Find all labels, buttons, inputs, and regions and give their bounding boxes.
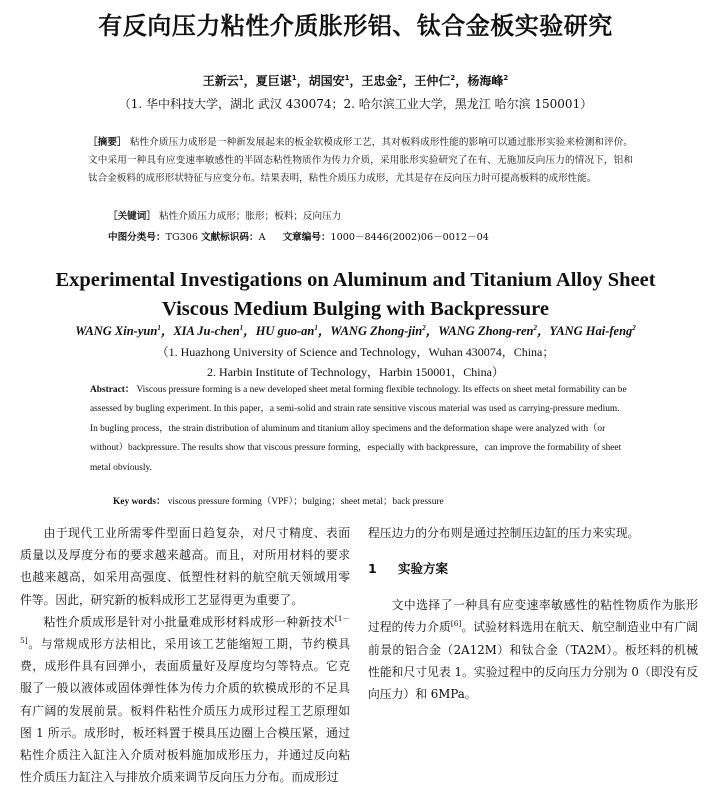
body-paragraph-2-text-a: 粘性介质成形是针对小批量难成形材料成形一种新技术 — [43, 614, 335, 629]
author-en-name: XIA Ju-chen — [173, 324, 240, 338]
author-cn-affiliation-mark: 1 — [238, 74, 244, 82]
author-en-affiliation-mark: 2 — [632, 323, 636, 332]
author-cn-name: 王忠金 — [361, 74, 398, 88]
author-cn-affiliation-mark: 1 — [291, 74, 297, 82]
keywords-label-chinese: ［关键词］ — [108, 211, 156, 222]
affiliation-english-1: （1. Huazhong University of Science and Technology，Wuhan 430074，China； — [156, 345, 555, 359]
abstract-text-english: Viscous pressure forming is a new developed sheet metal forming flexible technology. Its effects on sheet metal formability can be assessed by bugling experiment. In this paper，a semi-solid and strain rate sensitive viscous material was used as carrying-pressure medium. In bugling process，the strain distribution of aluminum and titanium alloy specimens and the deformation shape were analyzed with（or without）backpressure. The results show that viscous pressure forming，especially with backpressure，can improve the formability of sheet metal obviously. — [90, 385, 627, 473]
author-cn-affiliation-mark: 2 — [503, 74, 509, 82]
keywords-label-english: Key words： — [113, 497, 166, 507]
doc-code-value: A — [258, 232, 266, 243]
abstract-text-chinese: 粘性介质压力成形是一种新发展起来的板金软模成形工艺，其对板料成形性能的影响可以通过胀形实验来检测和评价。文中采用一种具有应变速率敏感性的半固态粘性物质作为传力介质，采用胀形实验研究了在有、无施加反向压力的情况下，铝和钛合金板料的成形形状特征与应变分布。结果表明，粘性介质压力成形，尤其是存在反向压力时可提高板料的成形性能。 — [88, 137, 634, 184]
author-cn-affiliation-mark: 2 — [450, 74, 456, 82]
author-cn-name: 夏巨谌 — [255, 74, 292, 88]
body-paragraph-2-continued: 程压边力的分布则是通过控制压边缸的压力来实现。 — [368, 526, 640, 540]
body-paragraph-3-text-a: 文中选择了一种具有应变速率敏感性的粘性物质作为胀形过程的传力介质 — [368, 598, 698, 635]
article-number-label: 文章编号 — [282, 232, 321, 243]
keywords-chinese — [108, 210, 628, 224]
body-paragraph-1: 由于现代工业所需零件型面日趋复杂，对尺寸精度、表面质量以及厚度分布的要求越来越高。而且，对所用材料的要求也越来越高，如采用高强度、低塑性材料的航空航天领域用零件等。因此，研究新的板料成形工艺显得更为重要了。 — [20, 526, 350, 607]
clc-label: 中图分类号 — [108, 232, 156, 243]
paper-title-english-line2: Viscous Medium Bulging with Backpressure — [162, 298, 549, 320]
doc-code-label: 文献标识码 — [201, 232, 249, 243]
author-en-affiliation-mark: 1 — [239, 323, 244, 332]
abstract-label-chinese: ［摘要］ — [88, 137, 127, 148]
section-number: 1 — [368, 561, 377, 577]
author-en-affiliation-mark: 2 — [533, 323, 538, 332]
author-en-name: WANG Zhong-ren — [438, 324, 534, 338]
author-cn-name: 杨海峰 — [467, 74, 504, 88]
author-cn-name: 胡国安 — [308, 74, 345, 88]
keywords-english — [113, 495, 633, 509]
keywords-text-chinese: 粘性介质压力成形；胀形；板料；反向压力 — [159, 211, 342, 222]
paper-title-english — [0, 266, 711, 324]
affiliations-chinese: （1. 华中科技大学，湖北 武汉 430074；2. 哈尔滨工业大学，黑龙江 哈尔滨 150001） — [118, 97, 593, 111]
article-number-value: 1000－8446(2002)06－0012－04 — [330, 232, 489, 243]
body-paragraph-3 — [368, 594, 698, 705]
body-column-left — [20, 522, 350, 788]
citation-6: [6] — [450, 619, 462, 629]
body-paragraph-2-text-b: 。与常规成形方法相比，采用该工艺能缩短工期，节约模具费，成形件具有回弹小，表面质量好及厚度均匀等特点。它克服了一般以液体或固体弹性体为传力介质的软模成形的不足具有广阔的发展前景。板料件粘性介质压力成形过程工艺原理如图 1 所示。成形时，板坯料置于模具压边圈上合模压紧，通过粘性介质注入缸注入介质对板料施加成形压力，并通过反向粘性介质压力缸注入与排放介质来调节反向压力分布。而成形过 — [20, 637, 350, 785]
author-en-affiliation-mark: 1 — [314, 323, 318, 332]
affiliations-english — [0, 342, 711, 382]
body-paragraph-2 — [20, 611, 350, 789]
body-paragraph-3-text-b: 。试验材料选用在航天、航空制造业中有广阔前景的铝合金（2A12M）和钛合金（TA2M）。板坯料的机械性能和尺寸见表 1。实验过程中的反向压力分别为 0（即没有反向压力）和 6MPa。 — [368, 620, 698, 702]
body-column-right — [368, 522, 698, 705]
author-en-affiliation-mark: 1 — [157, 323, 161, 332]
clc-value: TG306 — [165, 232, 198, 243]
abstract-chinese — [88, 134, 633, 188]
section-heading-1 — [368, 558, 698, 580]
author-en-name: HU guo-an — [255, 324, 315, 338]
classification-line: 中图分类号：TG306 文献标识码：A 文章编号：1000－8446(2002)06－0012－04 — [108, 232, 489, 243]
keywords-text-english: viscous pressure forming（VPF）；bulging；sheet metal；back pressure — [167, 497, 444, 507]
author-cn-name: 王仲仁 — [414, 74, 451, 88]
author-cn-affiliation-mark: 2 — [397, 74, 403, 82]
affiliation-english-2: 2. Harbin Institute of Technology，Harbin 150001，China） — [207, 365, 504, 379]
abstract-label-english: Abstract： — [90, 385, 135, 395]
author-en-name: WANG Zhong-jin — [330, 324, 423, 338]
author-en-affiliation-mark: 2 — [422, 323, 426, 332]
paper-title-chinese: 有反向压力粘性介质胀形铝、钛合金板实验研究 — [98, 12, 613, 40]
author-list-chinese: 王新云$^1$，夏巨谌$^1$，胡国安$^1$，王忠金$^2$，王仲仁$^2$，杨海峰$^2$ — [202, 74, 509, 88]
author-cn-affiliation-mark: 1 — [344, 74, 350, 82]
author-cn-name: 王新云 — [202, 74, 239, 88]
section-title: 实验方案 — [398, 561, 449, 577]
author-en-name: WANG Xin-yun — [75, 324, 158, 338]
citation-1-5: [1－5] — [20, 613, 350, 646]
abstract-english — [90, 381, 628, 478]
paper-title-english-line1: Experimental Investigations on Aluminum and Titanium Alloy Sheet — [55, 269, 656, 291]
author-en-name: YANG Hai-feng — [549, 324, 633, 338]
author-list-english: WANG Xin-yun$^1$，XIA Ju-chen$^1$，HU guo-$an^1$，WANG Zhong-jin$^2$，WANG Zhong-ren$^2$，YANG Hai-feng$^2$ — [75, 323, 636, 338]
